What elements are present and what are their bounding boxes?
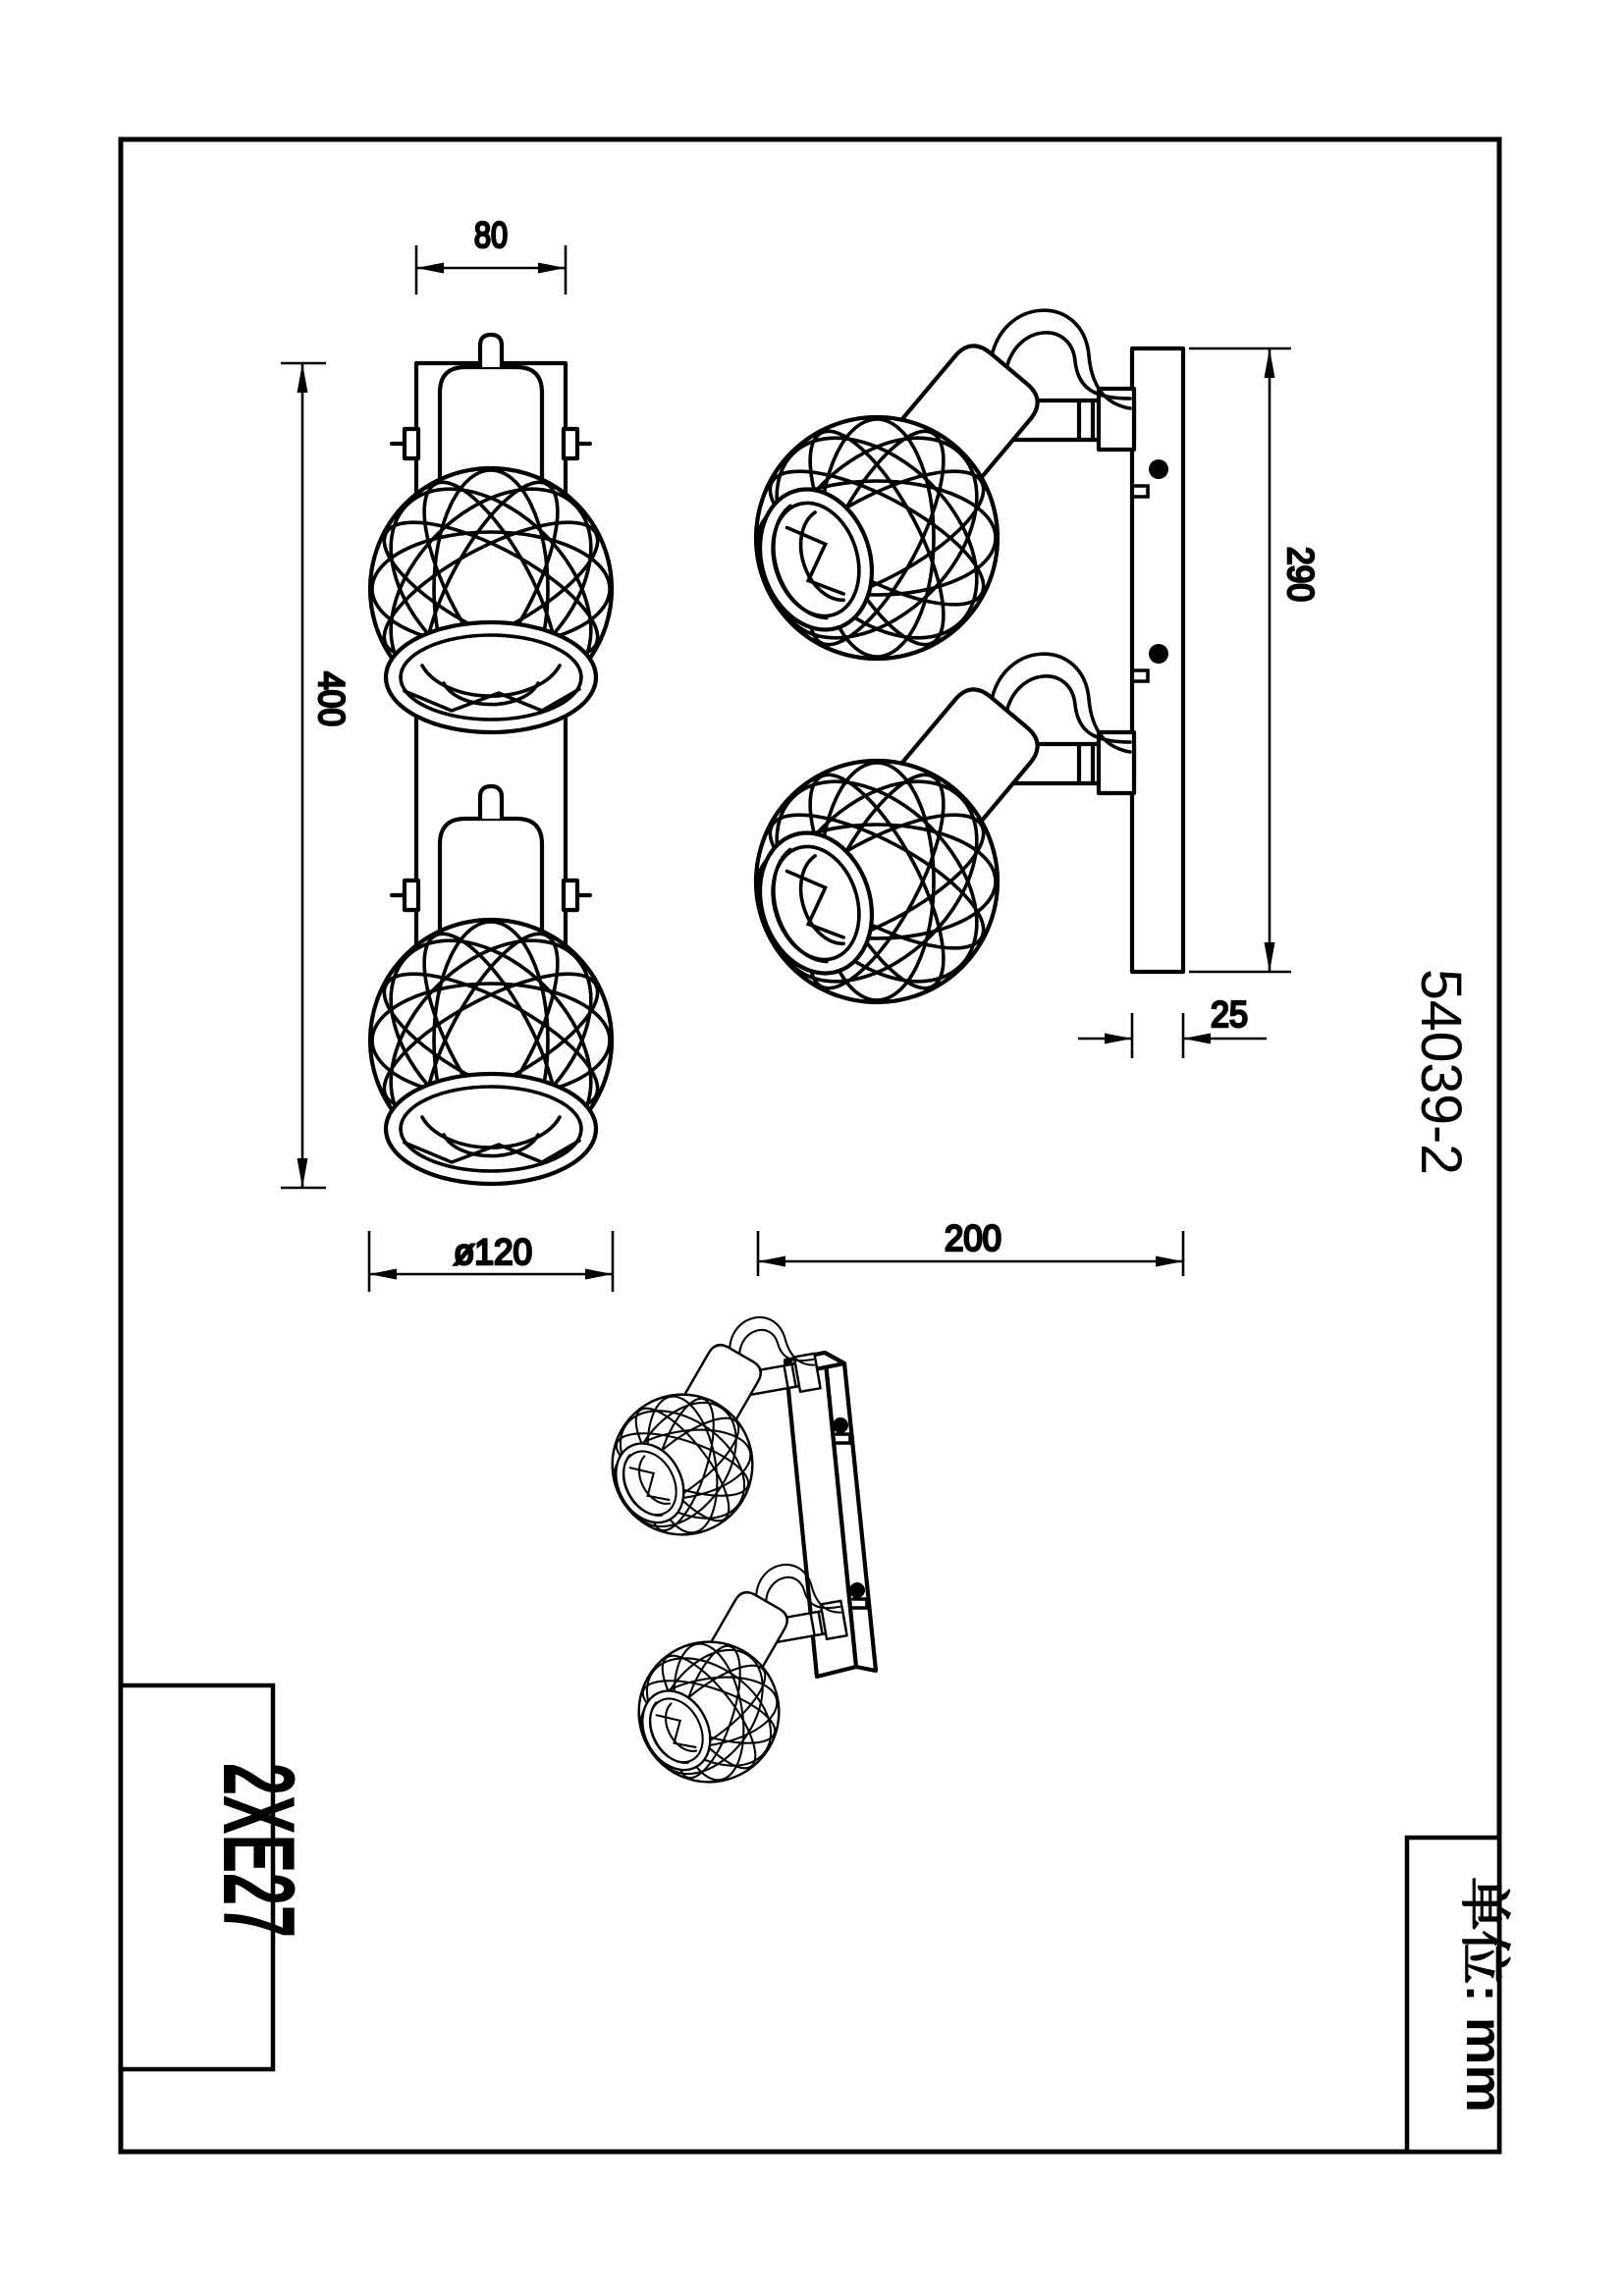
part-number-label: 54039-2 <box>1409 969 1473 1178</box>
front-lamp-top <box>352 335 628 732</box>
front-lamp-bottom <box>352 786 628 1184</box>
dim-400-label: 400 <box>311 671 352 732</box>
dim-diameter <box>369 1231 613 1292</box>
units-label: 单位: mm <box>1455 1877 1512 2102</box>
units-box <box>1407 1838 1512 2152</box>
dim-400 <box>281 363 352 1188</box>
dim-25 <box>1078 994 1267 1058</box>
lamp-spec-box <box>121 1685 315 2069</box>
dim-290 <box>1189 348 1321 972</box>
dim-diameter-label: ø120 <box>454 1232 532 1272</box>
dim-25-label: 25 <box>1211 994 1248 1035</box>
side-head-bottom <box>738 654 1134 1020</box>
side-view <box>738 310 1321 1276</box>
front-view <box>281 215 629 1292</box>
dim-290-label: 290 <box>1280 547 1321 608</box>
dim-80-label: 80 <box>474 215 508 255</box>
lamp-spec-label: 2XE27 <box>201 1763 315 2070</box>
side-head-top <box>738 310 1134 676</box>
dim-200 <box>758 1218 1183 1276</box>
dim-200-label: 200 <box>945 1218 1001 1258</box>
perspective-view <box>580 1308 876 1804</box>
dim-80 <box>416 215 566 294</box>
